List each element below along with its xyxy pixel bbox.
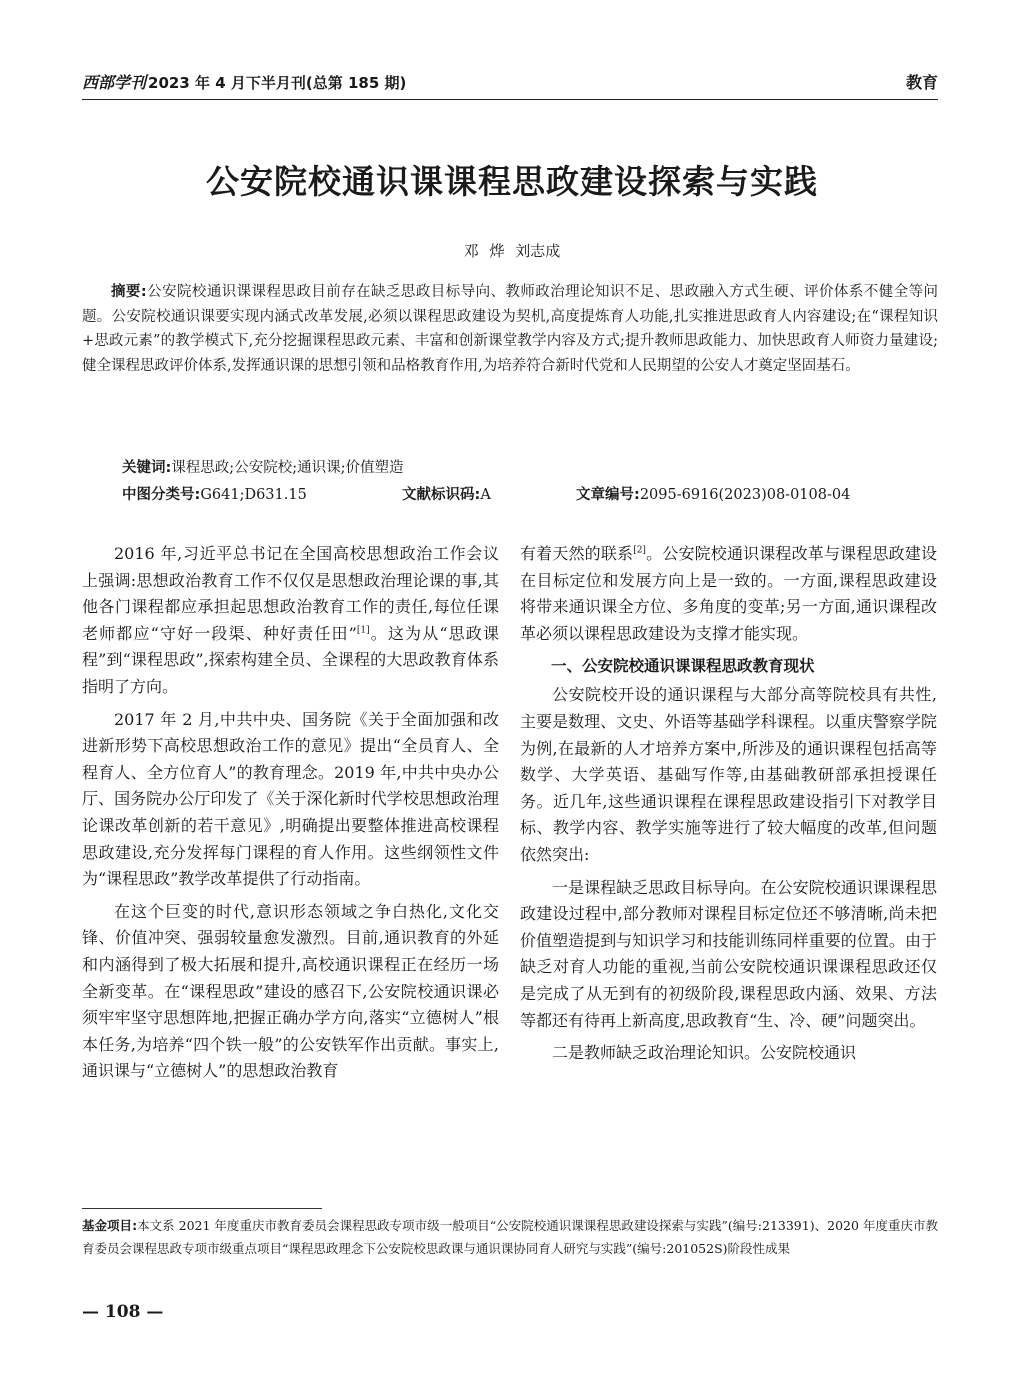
citation-ref: [2] <box>633 545 646 556</box>
paragraph: 在这个巨变的时代,意识形态领域之争白热化,文化交锋、价值冲突、强弱较量愈发激烈。目前,通识教育的外延和内涵得到了极大拓展和提升,高校通识课程正在经历一场全新变革。在“课程思政”建设的感召下,公安院校通识课必须牢牢坚守思想阵地,把握正确办学方向,落实“立德树人”根本任务,为培养“四个铁一般”的公安铁军作出贡献。事实上,通识课与“立德树人”的思想政治教育 <box>82 901 499 1081</box>
section-heading: 一、公安院校通识课课程思政教育现状 <box>551 657 815 676</box>
section-label: 教育 <box>905 73 938 92</box>
abstract <box>82 280 938 378</box>
paragraph-text: 2016 年,习近平总书记在全国高校思想政治工作会议上强调:思想政治教育工作不仅仅是思想政治理论课的事,其他各门课程都应承担起思想政治教育工作的责任,每位任课老师都应“守好一段渠、种好责任田” <box>82 544 499 643</box>
footnote-divider <box>82 1208 322 1209</box>
issue-info: 2023 年 4 月下半月刊(总第 185 期) <box>148 74 407 92</box>
citation-ref: [1] <box>356 625 370 636</box>
clc-value: G641;D631.15 <box>200 487 307 503</box>
paragraph <box>520 541 937 647</box>
paragraph: 二是教师缺乏政治理论知识。公安院校通识 <box>552 1043 857 1063</box>
doc-code <box>402 483 491 504</box>
abstract-label: 摘要: <box>111 284 147 300</box>
doc-value: A <box>480 487 491 503</box>
header-left <box>82 70 406 93</box>
left-column <box>82 541 499 1091</box>
article-value: 2095-6916(2023)08-0108-04 <box>639 487 851 503</box>
paragraph: 公安院校开设的通识课程与大部分高等院校具有共性,主要是数理、文史、外语等基础学科课程。以重庆警察学院为例,在最新的人才培养方案中,所涉及的通识课程包括高等数学、大学英语、基础写作等,由基础教研部承担授课任务。近几年,这些通识课程在课程思政建设指引下对教学目标、教学内容、教学实施等进行了较大幅度的改革,但问题依然突出: <box>520 685 937 864</box>
paragraph-text: 。公安院校通识课程改革与课程思政建设在目标定位和发展方向上是一致的。一方面,课程思政建设将带来通识课全方位、多角度的变革;另一方面,通识课程改革必须以课程思政建设为支撑才能实现。 <box>520 544 937 643</box>
right-column <box>520 541 937 1073</box>
paragraph-text: 。这为从“思政课程”到“课程思政”,探索构建全员、全课程的大思政教育体系指明了方向。 <box>82 623 499 696</box>
clc-label: 中图分类号: <box>122 487 201 503</box>
footnote <box>82 1214 938 1260</box>
article-number <box>576 483 850 504</box>
clc-code <box>122 483 307 504</box>
keywords-label: 关键词: <box>122 460 172 476</box>
keywords-text: 课程思政;公安院校;通识课;价值塑造 <box>171 460 404 476</box>
article-title: 公安院校通识课课程思政建设探索与实践 <box>206 162 818 201</box>
paragraph <box>82 541 499 701</box>
journal-logo: 西部学刊 <box>82 73 147 92</box>
footnote-label: 基金项目: <box>82 1218 138 1233</box>
footnote-text: 本文系 2021 年度重庆市教育委员会课程思政专项市级一般项目“公安院校通识课课程思政建设探索与实践”(编号:213391)、2020 年度重庆市教育委员会课程思政专项市级重点项目“课程思政理念下公安院校思政课与通识课协同育人研究与实践”(编号:201052S)阶段性成果 <box>82 1218 938 1256</box>
article-label: 文章编号: <box>576 487 640 503</box>
page-number: — 108 — <box>82 1302 164 1322</box>
keywords <box>122 456 403 477</box>
paragraph: 一是课程缺乏思政目标导向。在公安院校通识课课程思政建设过程中,部分教师对课程目标定位还不够清晰,尚未把价值塑造提到与知识学习和技能训练同样重要的位置。由于缺乏对育人功能的重视,当前公安院校通识课课程思政还仅是完成了从无到有的初级阶段,课程思政内涵、效果、方法等都还有待再上新高度,思政教育“生、冷、硬”问题突出。 <box>520 877 937 1030</box>
doc-label: 文献标识码: <box>402 487 481 503</box>
paragraph-text: 有着天然的联系 <box>520 544 634 563</box>
paragraph: 2017 年 2 月,中共中央、国务院《关于全面加强和改进新形势下高校思想政治工作的意见》提出“全员育人、全程育人、全方位育人”的教育理念。2019 年,中共中央办公厅、国务院办公厅印发了《关于深化新时代学校思想政治理论课改革创新的若干意见》,明确提出要整体推进高校课程思政建设,充分发挥每门课程的育人作用。这些纲领性文件为“课程思政”教学改革提供了行动指南。 <box>82 709 499 889</box>
abstract-text: 公安院校通识课课程思政目前存在缺乏思政目标导向、教师政治理论知识不足、思政融入方式生硬、评价体系不健全等问题。公安院校通识课要实现内涵式改革发展,必须以课程思政建设为契机,高度提炼育人功能,扎实推进思政育人内容建设;在“课程知识+思政元素”的教学模式下,充分挖掘课程思政元素、丰富和创新课堂教学内容及方式;提升教师思政能力、加快思政育人师资力量建设;健全课程思政评价体系,发挥通识课的思想引领和品格教育作用,为培养符合新时代党和人民期望的公安人才奠定坚固基石。 <box>82 284 938 374</box>
running-header <box>82 70 938 100</box>
authors: 邓 烨 刘志成 <box>463 242 561 260</box>
